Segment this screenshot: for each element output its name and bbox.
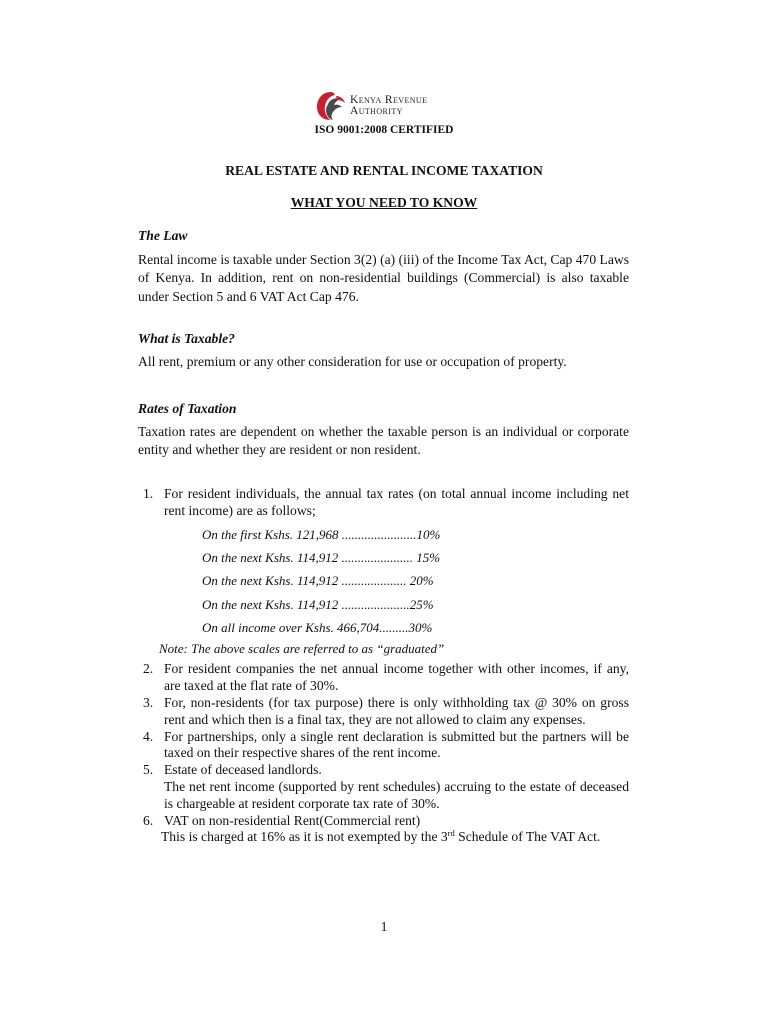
- ordinal-superscript: rd: [447, 828, 455, 839]
- rate-line: On the first Kshs. 121,968 .......................10%: [202, 526, 441, 542]
- paragraph-rates-of-taxation: Taxation rates are dependent on whether the taxable person is an individual or corporate entity and whether they are resident or non resident.: [138, 424, 629, 458]
- list-item: [138, 486, 629, 657]
- rate-line: On the next Kshs. 114,912 ...................... 15%: [202, 549, 441, 565]
- document-title: REAL ESTATE AND RENTAL INCOME TAXATION: [225, 163, 543, 178]
- tax-rules-list: [138, 486, 629, 846]
- list-item: [138, 762, 629, 812]
- list-item-text: For, non-residents (for tax purpose) there is only withholding tax @ 30% on gross rent and which then is a final tax, they are not allowed to claim any expenses.: [164, 694, 629, 727]
- list-item: [138, 729, 629, 763]
- heading-what-is-taxable: What is Taxable?: [138, 331, 235, 346]
- certification-label: ISO 9001:2008 CERTIFIED: [314, 124, 454, 136]
- list-number: 4.: [143, 728, 154, 744]
- list-item: [138, 661, 629, 695]
- logo-line-2: Authority: [350, 105, 403, 117]
- graduated-note: Note: The above scales are referred to as “graduated”: [159, 640, 445, 656]
- heading-rates-of-taxation: Rates of Taxation: [138, 401, 237, 416]
- list-number: 5.: [143, 762, 154, 778]
- kra-lion-icon: [316, 90, 346, 122]
- vat-text-before: This is charged at 16% as it is not exempted by the 3: [161, 829, 448, 845]
- page-number: 1: [380, 919, 388, 934]
- vat-text-after: Schedule of The VAT Act.: [454, 829, 601, 845]
- rate-line: On the next Kshs. 114,912 .................... 20%: [202, 573, 434, 589]
- graduated-rates-list: [202, 526, 629, 643]
- list-number: 3.: [143, 694, 154, 710]
- paragraph-the-law: Rental income is taxable under Section 3(2) (a) (iii) of the Income Tax Act, Cap 470 Laws of Kenya. In addition, rent on non-residential buildings (Commercial) is also taxable under Section 5 and 6 VAT Act Cap 476.: [138, 252, 629, 304]
- list-number: 6.: [143, 812, 154, 828]
- logo-text: [350, 95, 427, 117]
- document-subtitle: WHAT YOU NEED TO KNOW: [290, 195, 478, 210]
- heading-the-law: The Law: [138, 228, 188, 243]
- paragraph-what-is-taxable: All rent, premium or any other consideration for use or occupation of property.: [138, 354, 567, 369]
- rate-line: On the next Kshs. 114,912 .....................25%: [202, 596, 434, 612]
- list-item-text: The net rent income (supported by rent schedules) accruing to the estate of deceased is chargeable at resident corporate tax rate of 30%.: [164, 778, 629, 811]
- list-item: [138, 695, 629, 729]
- list-item-text: [161, 829, 629, 846]
- list-item-text: For resident companies the net annual income together with other incomes, if any, are taxed at the flat rate of 30%.: [164, 661, 629, 694]
- list-number: 1.: [143, 486, 154, 501]
- logo-line-1: Kenya Revenue: [350, 94, 428, 106]
- list-item: [138, 813, 629, 847]
- rate-line: On all income over Kshs. 466,704.........30%: [202, 620, 433, 636]
- list-item-title: VAT on non-residential Rent(Commercial rent): [164, 812, 421, 828]
- kra-logo: [316, 90, 427, 122]
- list-item-text: For resident individuals, the annual tax rates (on total annual income including net rent income) are as follows;: [164, 486, 629, 518]
- list-item-title: Estate of deceased landlords.: [164, 762, 322, 778]
- list-number: 2.: [143, 661, 154, 677]
- list-item-text: For partnerships, only a single rent declaration is submitted but the partners will be taxed on their respective shares of the rent income.: [164, 728, 629, 761]
